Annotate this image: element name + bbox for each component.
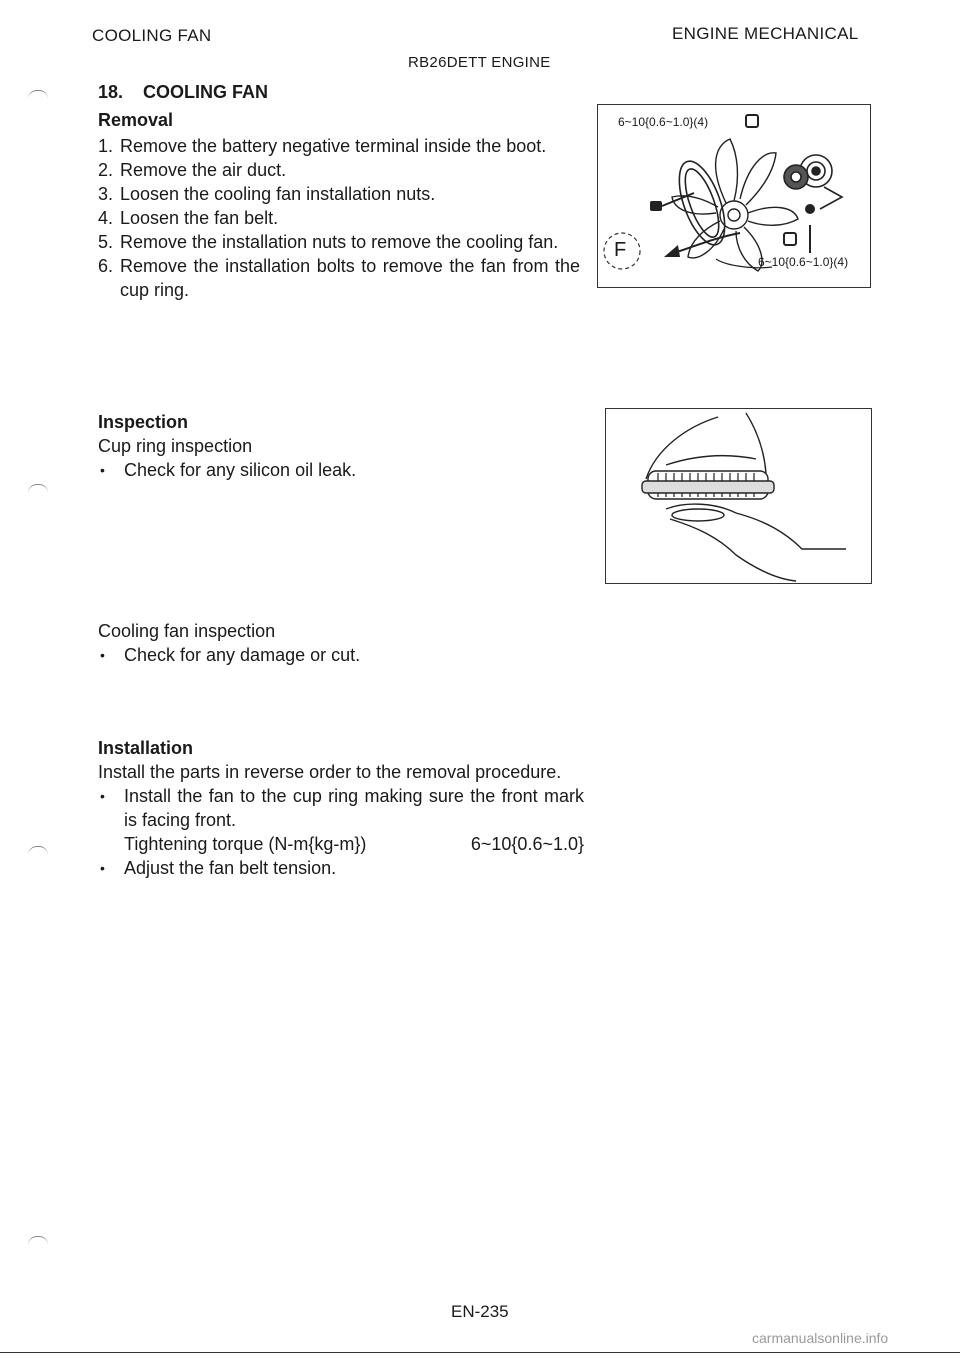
- removal-heading: Removal: [98, 110, 174, 130]
- removal-step: [98, 230, 580, 254]
- step-text: Remove the battery negative terminal inside the boot.: [120, 136, 547, 156]
- fan-inspection-section: [98, 619, 580, 667]
- step-number: 4.: [98, 208, 114, 228]
- torque-label-bottom: 6~10{0.6~1.0}(4): [758, 255, 849, 269]
- installation-section: [98, 736, 584, 880]
- hand-outline: [670, 519, 796, 581]
- margin-mark: [28, 484, 48, 493]
- removal-step: [98, 158, 580, 182]
- header-chapter-name: ENGINE MECHANICAL: [672, 24, 859, 43]
- torque-spec-row: [124, 832, 584, 856]
- torque-icon: [746, 115, 758, 127]
- inspection-section: [98, 410, 580, 482]
- cup-ring-inspection-label: Cup ring inspection: [98, 436, 253, 456]
- step-number: 5.: [98, 232, 114, 252]
- watermark: carmanualsonline.info: [752, 1330, 889, 1346]
- margin-mark: [28, 846, 48, 855]
- fan-inspection-label: Cooling fan inspection: [98, 621, 276, 641]
- installation-intro: Install the parts in reverse order to the removal procedure.: [98, 762, 562, 782]
- step-number: 2.: [98, 160, 114, 180]
- removal-step: [98, 134, 580, 158]
- footer-divider: [0, 1352, 960, 1353]
- removal-section: [98, 108, 580, 302]
- step-text: Loosen the cooling fan installation nuts.: [120, 184, 436, 204]
- step-number: 6.: [98, 256, 114, 276]
- fan-blade: [716, 139, 738, 203]
- fan-check-list: [98, 643, 580, 667]
- front-mark-label: F: [614, 239, 627, 261]
- fan-blade: [740, 153, 776, 205]
- removal-step: [98, 206, 580, 230]
- torque-spec-label: Tightening torque (N-m{kg-m}): [124, 834, 367, 854]
- torque-icon: [784, 233, 796, 245]
- step-text: Remove the installation nuts to remove the cooling fan.: [120, 232, 559, 252]
- torque-spec-value: 6~10{0.6~1.0}: [470, 834, 584, 854]
- section-title: 18. COOLING FAN: [98, 82, 269, 102]
- margin-mark: [28, 90, 48, 99]
- step-text: Remove the air duct.: [120, 160, 287, 180]
- removal-steps-list: [98, 134, 580, 302]
- step-number: 1.: [98, 136, 114, 156]
- installation-item-text: Install the fan to the cup ring making sure the front mark is facing front.: [124, 786, 584, 830]
- installation-item: • Adjust the fan belt tension.: [98, 856, 584, 880]
- installation-heading: Installation: [98, 738, 194, 758]
- cooling-fan-removal-figure: [597, 104, 871, 288]
- header-engine-name: RB26DETT ENGINE: [408, 54, 551, 71]
- header-section-name: COOLING FAN: [92, 26, 212, 45]
- step-number: 3.: [98, 184, 114, 204]
- step-text: Remove the installation bolts to remove the fan from the cup ring.: [120, 256, 580, 300]
- page-number: EN-235: [451, 1302, 509, 1321]
- margin-mark: [28, 1236, 48, 1245]
- hand-outline: [646, 417, 718, 479]
- step-text: Loosen the fan belt.: [120, 208, 279, 228]
- cup-ring-check-list: [98, 458, 580, 482]
- fan-check-item: • Check for any damage or cut.: [98, 643, 580, 667]
- installation-list: [98, 784, 584, 880]
- cup-ring-illustration: [606, 409, 871, 583]
- inspection-heading: Inspection: [98, 412, 189, 432]
- installation-item: [98, 784, 584, 856]
- removal-step: [98, 182, 580, 206]
- fan-hub-center: [728, 209, 740, 221]
- removal-step: [98, 254, 580, 302]
- cup-ring-check-item: • Check for any silicon oil leak.: [98, 458, 580, 482]
- torque-label-top: 6~10{0.6~1.0}(4): [618, 115, 709, 129]
- fan-blade: [748, 207, 798, 225]
- cup-ring-inspection-figure: [605, 408, 872, 584]
